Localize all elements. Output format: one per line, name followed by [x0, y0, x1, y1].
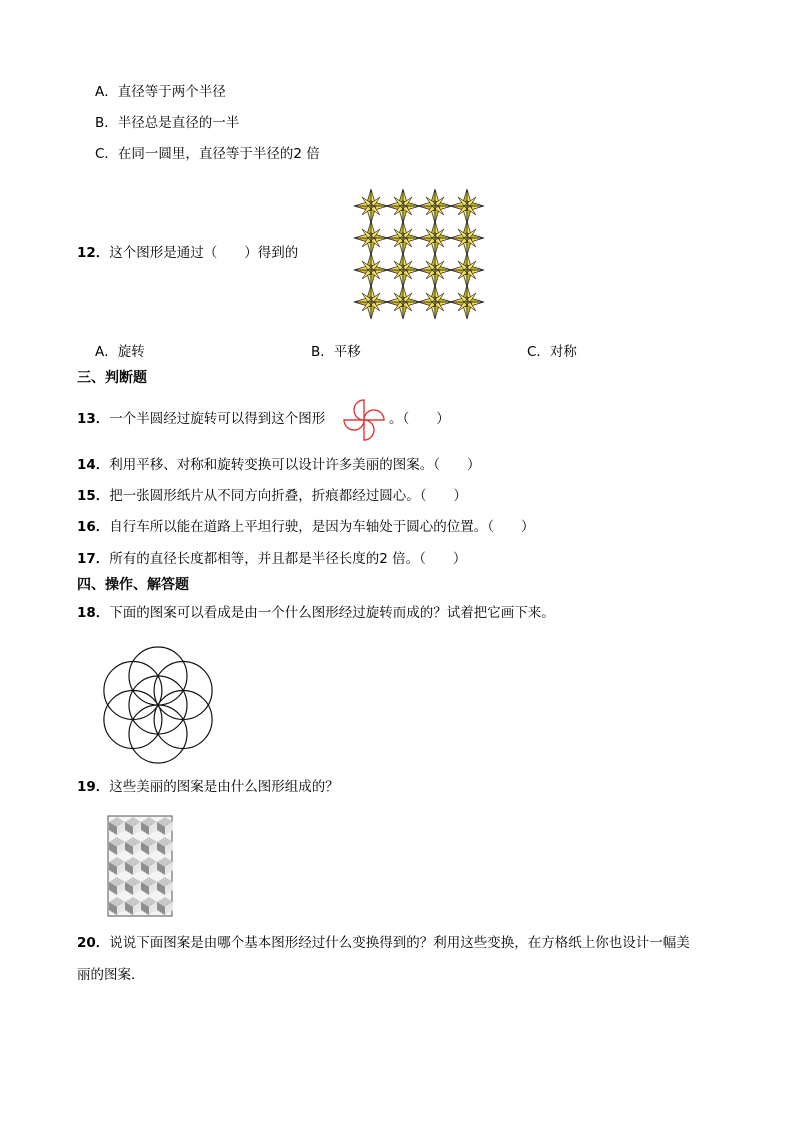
q13-text: 一个半圆经过旋转可以得到这个图形 [109, 411, 326, 427]
star-tile [386, 189, 420, 223]
section-judgment-title: 三、判断题 [77, 370, 147, 386]
q20-question-line1 [77, 934, 690, 952]
star-tile [354, 253, 388, 287]
q11-option-b: B．半径总是直径的一半 [95, 115, 240, 131]
star-tile [386, 221, 420, 255]
star-tile [450, 253, 484, 287]
q13-answer-blank: 。（ ） [389, 411, 450, 427]
q16-question [77, 518, 535, 536]
q11-option-c: C．在同一圆里，直径等于半径的2 倍 [95, 146, 320, 162]
star-tile [450, 285, 484, 319]
q17-number: 17． [77, 551, 110, 567]
q18-text: 下面的图案可以看成是由一个什么图形经过旋转而成的？试着把它画下来。 [109, 605, 555, 621]
q12-option-a: A．旋转 [95, 344, 145, 360]
q19-question [77, 778, 339, 796]
q12-question [77, 244, 298, 262]
q12-option-b: B．平移 [311, 344, 361, 360]
star-tile [354, 285, 388, 319]
q12-option-c: C．对称 [527, 344, 577, 360]
q16-text: 自行车所以能在道路上平坦行驶，是因为车轴处于圆心的位置。（ ） [109, 519, 535, 535]
q12-number: 12． [77, 245, 110, 261]
q17-text: 所有的直径长度都相等，并且都是半径长度的2 倍。（ ） [109, 551, 467, 567]
q11-option-a: A．直径等于两个半径 [95, 84, 226, 100]
q18-number: 18． [77, 605, 110, 621]
star-tessellation-figure [343, 178, 495, 330]
star-tile [418, 189, 452, 223]
star-tile [418, 253, 452, 287]
star-tile [354, 189, 388, 223]
q17-question [77, 550, 466, 568]
q12-text: 这个图形是通过（ ）得到的 [109, 245, 299, 261]
q13-question [77, 410, 325, 428]
q20-question-line2: 丽的图案． [77, 967, 145, 983]
q14-number: 14． [77, 457, 110, 473]
q16-number: 16． [77, 519, 110, 535]
q19-number: 19． [77, 779, 110, 795]
q15-text: 把一张圆形纸片从不同方向折叠，折痕都经过圆心。（ ） [109, 488, 468, 504]
q14-question [77, 456, 481, 474]
cube-pattern-figure [107, 815, 173, 917]
q20-number: 20． [77, 935, 110, 951]
q18-question [77, 604, 555, 622]
star-tile [354, 221, 388, 255]
q15-question [77, 487, 467, 505]
star-tile [450, 221, 484, 255]
star-tile [418, 285, 452, 319]
q15-number: 15． [77, 488, 110, 504]
star-tile [386, 285, 420, 319]
star-tile [386, 253, 420, 287]
q20-text-line1: 说说下面图案是由哪个基本图形经过什么变换得到的？利用这些变换，在方格纸上你也设计一幅美 [109, 935, 690, 951]
flower-of-circles-figure [97, 644, 219, 766]
star-tile [418, 221, 452, 255]
pinwheel-figure [340, 398, 388, 442]
star-tile [450, 189, 484, 223]
q19-text: 这些美丽的图案是由什么图形组成的？ [109, 779, 339, 795]
q14-text: 利用平移、对称和旋转变换可以设计许多美丽的图案。（ ） [109, 457, 481, 473]
q13-number: 13． [77, 411, 110, 427]
section-operation-title: 四、操作、解答题 [77, 577, 189, 593]
